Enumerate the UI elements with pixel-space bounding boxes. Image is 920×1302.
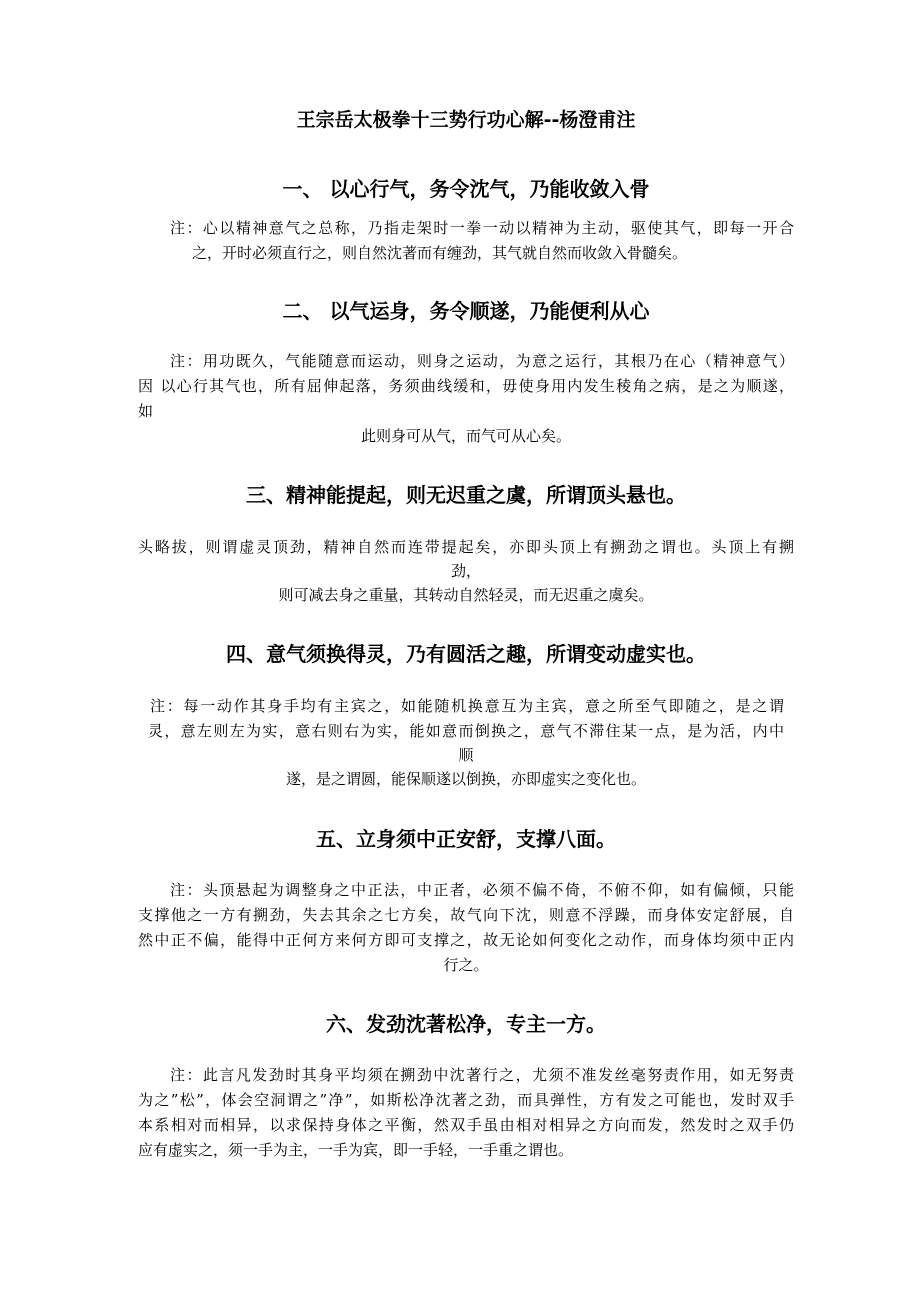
section-heading-1: 一、 以心行气，务令沈气，乃能收敛入骨 — [282, 177, 650, 201]
section-1-line-1: 注：心以精神意气之总称，乃指走架时一拳一动以精神为主动，驱使其气，即每一开合 — [170, 219, 794, 237]
section-heading-3: 三、精神能提起，则无迟重之虞，所谓顶头悬也。 — [246, 483, 686, 507]
section-2-line-1: 注：用功既久，气能随意而运动，则身之运动，为意之运行，其根乃在心（精神意气） — [170, 352, 794, 370]
section-6-line-3: 本系相对而相异，以求保持身体之平衡，然双手虽由相对相异之方向而发，然发时之双手仍 — [138, 1116, 794, 1134]
section-heading-4: 四、意气须换得灵，乃有圆活之趣，所谓变动虚实也。 — [226, 642, 706, 666]
section-6-line-1: 注：此言凡发劲时其身平均须在搠劲中沈著行之，尤须不准发丝毫努责作用，如无努责 — [170, 1066, 794, 1084]
section-heading-6: 六、发劲沈著松净，专主一方。 — [326, 1012, 606, 1036]
section-5-line-2: 支撑他之一方有搠劲，失去其余之七方矣，故气向下沈，则意不浮躁，而身体安定舒展，自 — [138, 906, 794, 924]
section-2-line-2: 因 以心行其气也，所有屈伸起落，务须曲线缓和，毋使身用内发生稜角之病，是之为顺遂， — [138, 377, 794, 395]
section-6-line-4: 应有虚实之，须一手为主，一手为宾，即一手轻，一手重之谓也。 — [138, 1141, 574, 1159]
section-4-line-1: 注：每一动作其身手均有主宾之，如能随机换意互为主宾，意之所至气即随之，是之谓 — [150, 697, 784, 715]
section-4-line-4: 遂，是之谓圆，能保顺遂以倒换，亦即虚实之变化也。 — [285, 770, 646, 788]
section-3-line-1: 头略拔，则谓虚灵顶劲，精神自然而连带提起矣，亦即头顶上有搠劲之谓也。头顶上有搠 — [138, 538, 794, 556]
section-2-line-4: 此则身可从气，而气可从心矣。 — [360, 427, 571, 445]
section-5-line-1: 注：头顶悬起为调整身之中正法，中正者，必须不偏不倚，不俯不仰，如有偏倾，只能 — [170, 881, 794, 899]
section-heading-5: 五、立身须中正安舒，支撑八面。 — [316, 827, 616, 851]
document-title: 王宗岳太极拳十三势行功心解--杨澄甫注 — [296, 109, 636, 131]
section-5-line-4: 行之。 — [443, 956, 489, 974]
section-4-line-2: 灵，意左则左为实，意右则右为实，能如意而倒换之，意气不滞住某一点，是为活，内中 — [148, 722, 784, 740]
section-5-line-3: 然中正不偏，能得中正何方来何方即可支撑之，故无论如何变化之动作，而身体均须中正内 — [138, 931, 794, 949]
section-3-line-2: 劲， — [450, 562, 481, 580]
section-1-line-2: 之，开时必须直行之，则自然沈著而有缠劲，其气就自然而收敛入骨髓矣。 — [192, 244, 688, 262]
section-4-line-3: 顺 — [458, 746, 474, 764]
section-6-line-2: 为之”松”，体会空洞谓之”净”，如斯松净沈著之劲，而具弹性，方有发之可能也，发时双手 — [138, 1091, 794, 1109]
section-heading-2: 二、 以气运身，务令顺遂，乃能便利从心 — [282, 299, 650, 323]
section-2-line-3: 如 — [138, 402, 154, 420]
section-3-line-3: 则可减去身之重量，其转动自然轻灵，而无迟重之虞矣。 — [278, 586, 654, 604]
